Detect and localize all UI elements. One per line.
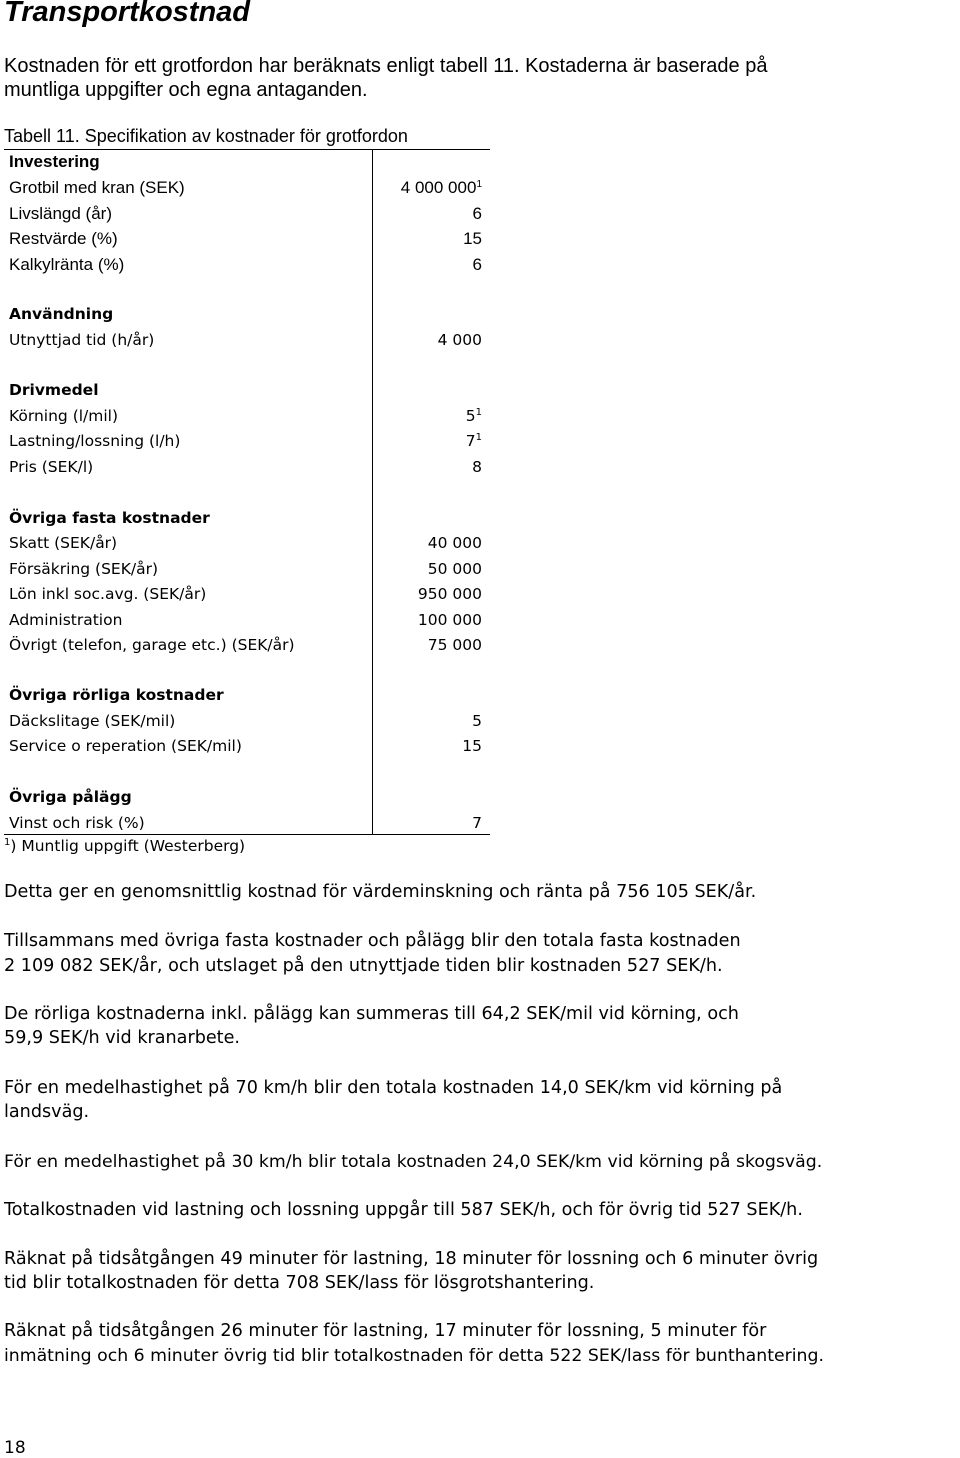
- row-label: Pris (SEK/l): [9, 458, 94, 476]
- footnote-mark: 1: [476, 179, 482, 190]
- paragraph-line: landsväg.: [4, 1102, 90, 1122]
- row-label: Utnyttjad tid (h/år): [9, 331, 155, 349]
- row-label: Service o reperation (SEK/mil): [9, 737, 242, 755]
- row-value: 15: [463, 229, 482, 248]
- table-top-rule: [4, 149, 490, 150]
- row-label: Däckslitage (SEK/mil): [9, 712, 176, 730]
- footnote-mark: 1: [4, 837, 11, 848]
- paragraph-line: De rörliga kostnaderna inkl. pålägg kan summeras till 64,2 SEK/mil vid körning, och: [4, 1004, 739, 1024]
- table-bottom-rule: [4, 834, 490, 835]
- row-label: Kalkylränta (%): [9, 255, 125, 274]
- row-value: 100 000: [417, 611, 482, 629]
- row-value: 8: [472, 458, 482, 476]
- paragraph-line: Räknat på tidsåtgången 49 minuter för lastning, 18 minuter för lossning och 6 minuter övrig: [4, 1249, 819, 1269]
- paragraph-line: För en medelhastighet på 70 km/h blir den totala kostnaden 14,0 SEK/km vid körning på: [4, 1078, 783, 1098]
- row-value: 4 000: [437, 331, 482, 349]
- table-column-divider: [372, 149, 373, 834]
- table-caption: Tabell 11. Specifikation av kostnader för grotfordon: [4, 126, 408, 146]
- row-value: 50 000: [427, 560, 482, 578]
- row-label: Övrigt (telefon, garage etc.) (SEK/år): [9, 636, 295, 654]
- row-label: Skatt (SEK/år): [9, 534, 118, 552]
- section-heading-rorliga-kostnader: Övriga rörliga kostnader: [9, 686, 224, 704]
- intro-line-1: Kostnaden för ett grotfordon har beräknats enligt tabell 11. Kostaderna är baserade på: [4, 55, 768, 77]
- row-value: 5: [472, 712, 482, 730]
- paragraph-line: 2 109 082 SEK/år, och utslaget på den utnyttjade tiden blir kostnaden 527 SEK/h.: [4, 956, 723, 976]
- row-value: 6: [472, 204, 482, 223]
- footnote-mark: 1: [475, 407, 482, 418]
- paragraph-line: tid blir totalkostnaden för detta 708 SEK/lass för lösgrotshantering.: [4, 1273, 595, 1293]
- section-heading-investering: Investering: [9, 152, 100, 171]
- section-heading-drivmedel: Drivmedel: [9, 381, 99, 399]
- section-heading-anvandning: Användning: [9, 305, 114, 323]
- row-label: Lön inkl soc.avg. (SEK/år): [9, 585, 207, 603]
- row-label: Restvärde (%): [9, 229, 118, 248]
- row-value: $7^1$: [465, 432, 482, 450]
- row-value: 950 000: [417, 585, 482, 603]
- section-heading-fasta-kostnader: Övriga fasta kostnader: [9, 509, 210, 527]
- row-label: Grotbil med kran (SEK): [9, 178, 185, 197]
- row-label: Vinst och risk (%): [9, 814, 145, 832]
- paragraph-line: Detta ger en genomsnittlig kostnad för värdeminskning och ränta på 756 105 SEK/år.: [4, 882, 757, 902]
- footnote-mark: 1: [475, 432, 482, 443]
- row-label: Lastning/lossning (l/h): [9, 432, 181, 450]
- section-heading-palagg: Övriga pålägg: [9, 788, 132, 806]
- paragraph-line: Tillsammans med övriga fasta kostnader och pålägg blir den totala fasta kostnaden: [4, 931, 741, 951]
- paragraph-line: inmätning och 6 minuter övrig tid blir totalkostnaden för detta 522 SEK/lass för bunthantering.: [4, 1346, 824, 1366]
- row-label: Försäkring (SEK/år): [9, 560, 159, 578]
- table-footnote: $^1$) Muntlig uppgift (Westerberg): [4, 837, 246, 855]
- row-value: 6: [472, 255, 482, 274]
- row-label: Administration: [9, 611, 123, 629]
- row-label: Livslängd (år): [9, 204, 112, 223]
- row-label: Körning (l/mil): [9, 407, 119, 425]
- paragraph-line: Räknat på tidsåtgången 26 minuter för lastning, 17 minuter för lossning, 5 minuter för: [4, 1321, 767, 1341]
- row-value: 4 000 $000^1$: [400, 178, 482, 197]
- paragraph-line: För en medelhastighet på 30 km/h blir totala kostnaden 24,0 SEK/km vid körning på skogsväg.: [4, 1152, 823, 1172]
- paragraph-line: Totalkostnaden vid lastning och lossning uppgår till 587 SEK/h, och för övrig tid 527 SEK/h.: [4, 1200, 803, 1220]
- page-title: Transportkostnad: [4, 0, 251, 28]
- row-value: 75 000: [427, 636, 482, 654]
- row-value: 40 000: [427, 534, 482, 552]
- row-value: 15: [462, 737, 482, 755]
- row-value: 7: [472, 814, 482, 832]
- page-number: 18: [4, 1438, 26, 1458]
- row-value: $5^1$: [465, 407, 482, 425]
- intro-line-2: muntliga uppgifter och egna antaganden.: [4, 79, 368, 101]
- paragraph-line: 59,9 SEK/h vid kranarbete.: [4, 1028, 240, 1048]
